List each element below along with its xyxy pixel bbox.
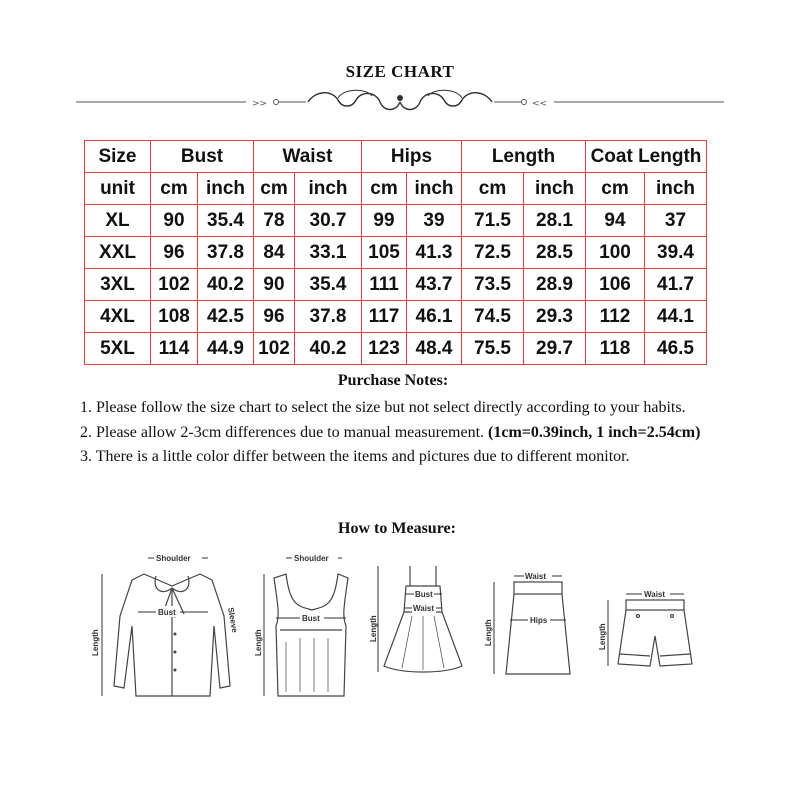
bust-label: Bust xyxy=(302,614,320,623)
value-cell: 84 xyxy=(254,237,295,269)
value-cell: 123 xyxy=(362,333,407,365)
header-cell: Bust xyxy=(151,141,254,173)
unit-cell: inch xyxy=(295,173,362,205)
value-cell: 40.2 xyxy=(295,333,362,365)
value-cell: 29.7 xyxy=(524,333,586,365)
unit-cell: cm xyxy=(462,173,524,205)
size-cell: XL xyxy=(85,205,151,237)
value-cell: 96 xyxy=(254,301,295,333)
table-unit-row xyxy=(85,173,707,205)
value-cell: 71.5 xyxy=(462,205,524,237)
value-cell: 74.5 xyxy=(462,301,524,333)
unit-cell: unit xyxy=(85,173,151,205)
svg-text:<<: << xyxy=(532,99,548,109)
header-cell: Size xyxy=(85,141,151,173)
value-cell: 117 xyxy=(362,301,407,333)
size-cell: 4XL xyxy=(85,301,151,333)
size-cell: 5XL xyxy=(85,333,151,365)
value-cell: 94 xyxy=(586,205,645,237)
value-cell: 105 xyxy=(362,237,407,269)
table-header-row xyxy=(85,141,707,173)
unit-cell: cm xyxy=(362,173,407,205)
value-cell: 48.4 xyxy=(407,333,462,365)
value-cell: 35.4 xyxy=(295,269,362,301)
skirt-illustration xyxy=(484,546,584,686)
value-cell: 102 xyxy=(151,269,198,301)
length-label: Length xyxy=(91,629,100,656)
value-cell: 106 xyxy=(586,269,645,301)
shorts-illustration xyxy=(598,546,708,676)
header-cell: Coat Length xyxy=(586,141,707,173)
value-cell: 37.8 xyxy=(198,237,254,269)
value-cell: 41.7 xyxy=(645,269,707,301)
unit-cell: cm xyxy=(254,173,295,205)
shoulder-label: Shoulder xyxy=(156,554,191,563)
how-to-measure-title: How to Measure: xyxy=(338,520,456,537)
value-cell: 40.2 xyxy=(198,269,254,301)
value-cell: 44.1 xyxy=(645,301,707,333)
value-cell: 37.8 xyxy=(295,301,362,333)
value-cell: 37 xyxy=(645,205,707,237)
bust-label: Bust xyxy=(158,608,176,617)
value-cell: 39.4 xyxy=(645,237,707,269)
table-row xyxy=(85,333,707,365)
value-cell: 102 xyxy=(254,333,295,365)
value-cell: 118 xyxy=(586,333,645,365)
dress-illustration xyxy=(369,546,472,686)
length-label: Length xyxy=(254,629,263,656)
value-cell: 28.9 xyxy=(524,269,586,301)
header-cell: Waist xyxy=(254,141,362,173)
length-label: Length xyxy=(484,619,493,646)
tank-top-illustration xyxy=(256,546,366,706)
purchase-notes-title: Purchase Notes: xyxy=(337,372,449,389)
value-cell: 28.5 xyxy=(524,237,586,269)
table-row xyxy=(85,237,707,269)
length-label: Length xyxy=(369,615,378,642)
value-cell: 96 xyxy=(151,237,198,269)
unit-cell: inch xyxy=(198,173,254,205)
value-cell: 46.5 xyxy=(645,333,707,365)
table-row xyxy=(85,301,707,333)
note-item: 3. There is a little color differ between the items and pictures due to different monitor. xyxy=(80,448,630,465)
value-cell: 44.9 xyxy=(198,333,254,365)
value-cell: 35.4 xyxy=(198,205,254,237)
purchase-notes xyxy=(80,396,730,470)
waist-label: Waist xyxy=(413,604,435,613)
value-cell: 90 xyxy=(254,269,295,301)
blouse-illustration xyxy=(92,546,252,706)
unit-cell: cm xyxy=(586,173,645,205)
size-chart-table xyxy=(84,140,707,365)
ornament-divider xyxy=(76,88,724,116)
note-text: 2. Please allow 2-3cm differences due to manual measurement. xyxy=(80,423,489,441)
unit-cell: cm xyxy=(151,173,198,205)
value-cell: 78 xyxy=(254,205,295,237)
hips-label: Hips xyxy=(530,616,548,625)
unit-cell: inch xyxy=(645,173,707,205)
size-cell: 3XL xyxy=(85,269,151,301)
value-cell: 39 xyxy=(407,205,462,237)
unit-cell: inch xyxy=(407,173,462,205)
value-cell: 75.5 xyxy=(462,333,524,365)
value-cell: 73.5 xyxy=(462,269,524,301)
unit-cell: inch xyxy=(524,173,586,205)
value-cell: 30.7 xyxy=(295,205,362,237)
header-cell: Hips xyxy=(362,141,462,173)
table-row xyxy=(85,269,707,301)
page-title: SIZE CHART xyxy=(345,62,455,81)
note-conversion: (1cm=0.39inch, 1 inch=2.54cm) xyxy=(488,423,701,441)
length-label: Length xyxy=(598,623,607,650)
value-cell: 29.3 xyxy=(524,301,586,333)
value-cell: 28.1 xyxy=(524,205,586,237)
bust-label: Bust xyxy=(415,590,433,599)
size-cell: XXL xyxy=(85,237,151,269)
note-item: 1. Please follow the size chart to select the size but not select directly according to your habits. xyxy=(80,399,686,416)
value-cell: 112 xyxy=(586,301,645,333)
note-item xyxy=(80,421,730,446)
value-cell: 108 xyxy=(151,301,198,333)
value-cell: 111 xyxy=(362,269,407,301)
waist-label: Waist xyxy=(644,590,666,599)
svg-text:>>: >> xyxy=(252,99,268,109)
value-cell: 72.5 xyxy=(462,237,524,269)
value-cell: 46.1 xyxy=(407,301,462,333)
header-cell: Length xyxy=(462,141,586,173)
value-cell: 99 xyxy=(362,205,407,237)
value-cell: 90 xyxy=(151,205,198,237)
table-row xyxy=(85,205,707,237)
value-cell: 42.5 xyxy=(198,301,254,333)
value-cell: 114 xyxy=(151,333,198,365)
value-cell: 100 xyxy=(586,237,645,269)
value-cell: 41.3 xyxy=(407,237,462,269)
waist-label: Waist xyxy=(525,572,547,581)
shoulder-label: Shoulder xyxy=(294,554,329,563)
sleeve-label: Sleeve xyxy=(226,606,240,634)
value-cell: 33.1 xyxy=(295,237,362,269)
value-cell: 43.7 xyxy=(407,269,462,301)
